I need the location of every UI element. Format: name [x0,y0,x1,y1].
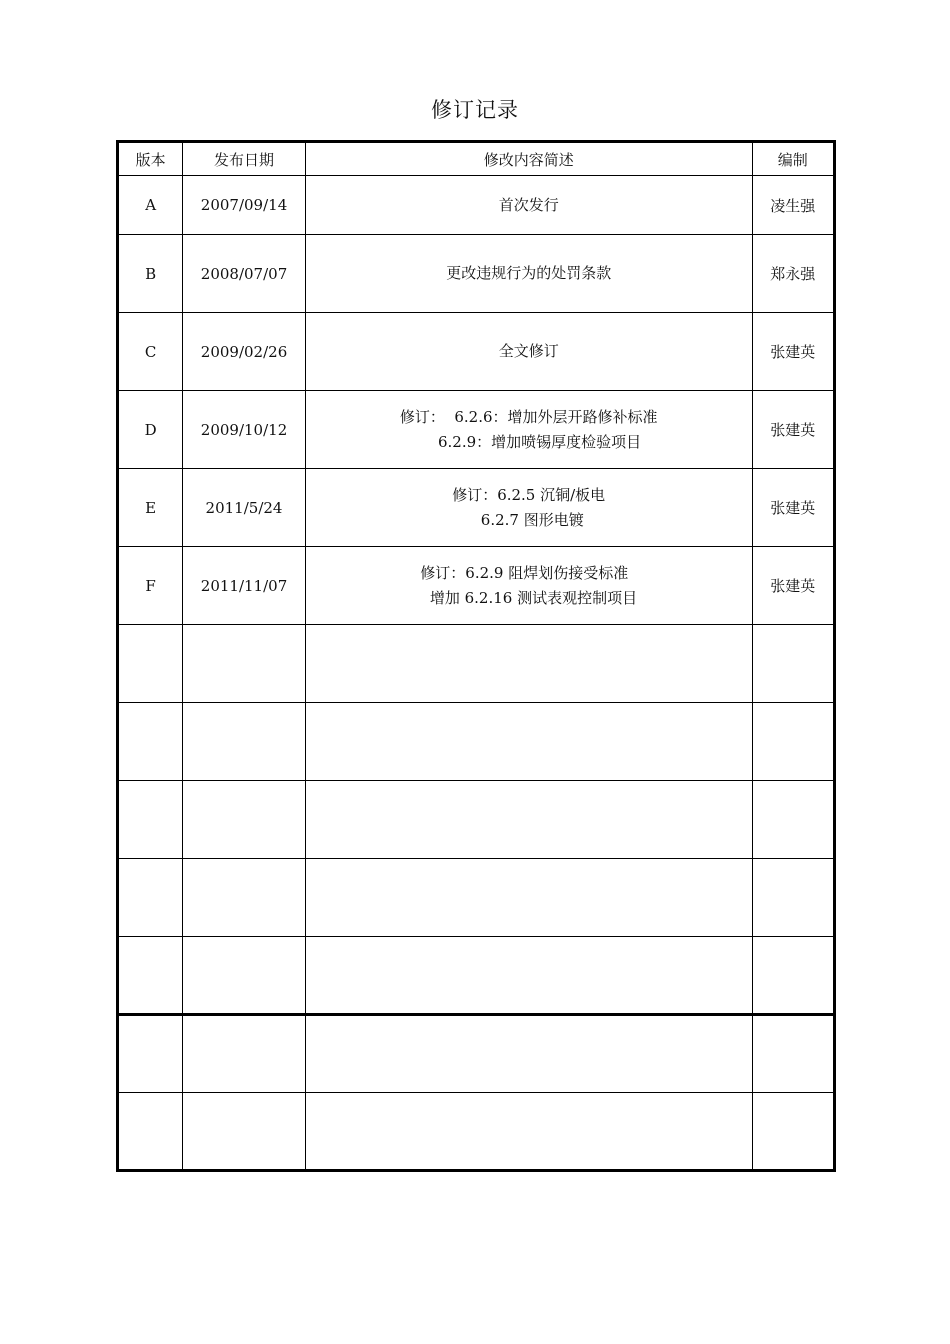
cell-content [305,469,752,547]
cell-version: A [118,176,183,235]
cell-version: C [118,313,183,391]
page-title: 修订记录 [431,98,519,122]
cell-version: D [118,391,183,469]
cell-date [183,1093,306,1171]
header-content: 修改内容简述 [305,142,752,176]
cell-date [183,625,306,703]
empty-table-row [118,1093,835,1171]
table-row [118,313,835,391]
cell-version [118,781,183,859]
cell-date: 2009/10/12 [183,391,306,469]
cell-date [183,1015,306,1093]
empty-table-row [118,859,835,937]
cell-editor: 张建英 [752,469,834,547]
cell-content [305,176,752,235]
cell-editor: 郑永强 [752,235,834,313]
cell-editor: 凌生强 [752,176,834,235]
cell-content [305,547,752,625]
cell-date: 2009/02/26 [183,313,306,391]
cell-editor [752,625,834,703]
content-lines [400,405,658,455]
cell-version: E [118,469,183,547]
content-line: 全文修订 [498,342,559,360]
cell-content [305,1015,752,1093]
cell-version [118,859,183,937]
empty-table-row [118,625,835,703]
content-line: 修订： 6.2.6：增加外层开路修补标准 [399,407,658,426]
cell-editor [752,1093,834,1171]
cell-content [305,391,752,469]
content-lines [499,339,559,364]
cell-content [305,859,752,937]
content-line: 6.2.9：增加喷锡厚度检验项目 [399,432,642,451]
table-row [118,547,835,625]
content-line: 更改违规行为的处罚条款 [446,264,612,282]
content-line: 修订：6.2.5 沉铜/板电 [452,485,606,504]
table-row [118,391,835,469]
content-lines [499,193,559,218]
cell-version [118,937,183,1015]
empty-table-row [118,703,835,781]
cell-date [183,703,306,781]
table-header-row [118,142,835,176]
cell-date [183,781,306,859]
cell-content [305,235,752,313]
cell-version: B [118,235,183,313]
cell-editor: 张建英 [752,547,834,625]
content-lines [446,261,611,286]
cell-content [305,703,752,781]
table-row [118,469,835,547]
revision-table [116,140,836,1172]
cell-editor [752,781,834,859]
cell-version: F [118,547,183,625]
cell-date [183,859,306,937]
empty-table-row [118,1015,835,1093]
cell-date: 2011/5/24 [183,469,306,547]
cell-content [305,781,752,859]
cell-version [118,1093,183,1171]
cell-version [118,703,183,781]
table-row [118,176,835,235]
empty-table-row [118,937,835,1015]
cell-content [305,313,752,391]
content-line: 修订：6.2.9 阻焊划伤接受标准 [420,563,629,582]
cell-content [305,1093,752,1171]
cell-editor: 张建英 [752,313,834,391]
cell-editor [752,859,834,937]
header-version: 版本 [118,142,183,176]
cell-editor [752,937,834,1015]
cell-editor [752,1015,834,1093]
cell-date: 2008/07/07 [183,235,306,313]
cell-version [118,1015,183,1093]
empty-table-row [118,781,835,859]
cell-date: 2011/11/07 [183,547,306,625]
cell-version [118,625,183,703]
cell-editor: 张建英 [752,391,834,469]
content-lines [452,483,605,533]
cell-date: 2007/09/14 [183,176,306,235]
content-line: 6.2.7 图形电镀 [452,510,584,529]
table-body [118,176,835,1171]
content-lines [420,561,637,611]
cell-editor [752,703,834,781]
header-date: 发布日期 [183,142,306,176]
content-line: 首次发行 [498,195,559,214]
header-editor: 编制 [752,142,834,176]
cell-content [305,625,752,703]
cell-content [305,937,752,1015]
table-row [118,235,835,313]
content-line: 增加 6.2.16 测试表观控制项目 [420,588,638,607]
cell-date [183,937,306,1015]
